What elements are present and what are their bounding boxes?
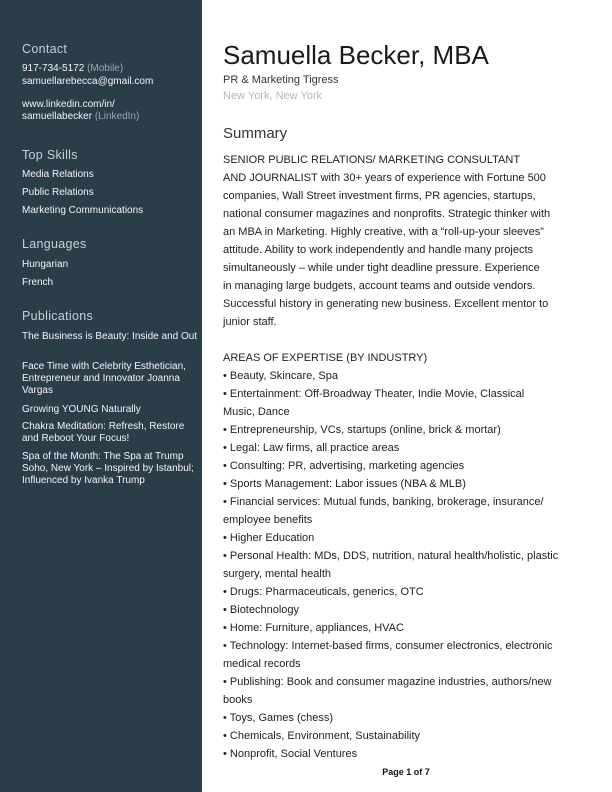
summary-line: companies, Wall Street investment firms, PR agencies, startups, [223, 190, 536, 202]
linkedin-link[interactable] [22, 99, 198, 123]
expertise-line: • Biotechnology [223, 604, 300, 616]
expertise-line: employee benefits [223, 514, 313, 526]
profile-name: Samuella Becker, MBA [223, 40, 489, 70]
expertise-line: • Financial services: Mutual funds, banking, brokerage, insurance/ [223, 496, 544, 508]
language-item: Hungarian [22, 259, 69, 270]
profile-location: New York, New York [223, 90, 323, 102]
profile-tagline: PR & Marketing Tigress [223, 74, 339, 86]
expertise-line: • Home: Furniture, appliances, HVAC [223, 622, 404, 634]
skill-item: Marketing Communications [22, 205, 144, 216]
skill-item: Media Relations [22, 169, 94, 180]
expertise-line: • Beauty, Skincare, Spa [223, 370, 338, 382]
expertise-line: • Chemicals, Environment, Sustainability [223, 730, 421, 742]
phone-number: 917-734-5172 [22, 63, 85, 74]
summary-line: SENIOR PUBLIC RELATIONS/ MARKETING CONSULTANT [223, 154, 521, 166]
expertise-line: • Higher Education [223, 532, 315, 544]
expertise-line: • Consulting: PR, advertising, marketing agencies [223, 460, 465, 472]
expertise-line: • Nonprofit, Social Ventures [223, 748, 358, 760]
sidebar [0, 0, 202, 792]
expertise-line: books [223, 694, 253, 706]
expertise-heading: AREAS OF EXPERTISE (BY INDUSTRY) [223, 352, 428, 364]
expertise-line: • Legal: Law firms, all practice areas [223, 442, 400, 454]
expertise-list [223, 349, 558, 763]
email-link[interactable]: samuellarebecca@gmail.com [22, 76, 154, 87]
summary-line: national consumer magazines and nonprofits. Strategic thinker with [223, 208, 551, 220]
summary-heading: Summary [223, 125, 288, 142]
expertise-line: • Drugs: Pharmaceuticals, generics, OTC [223, 586, 424, 598]
expertise-line: medical records [223, 658, 301, 670]
summary-text [223, 151, 550, 331]
summary-line: simultaneously – while under tight deadline pressure. Experience [223, 262, 540, 274]
summary-line: junior staff. [223, 316, 277, 328]
publications-heading: Publications [22, 309, 94, 323]
expertise-line: • Personal Health: MDs, DDS, nutrition, natural health/holistic, plastic [223, 550, 559, 562]
page-number: Page 1 of 7 [382, 767, 430, 777]
expertise-line: • Technology: Internet-based firms, consumer electronics, electronic [223, 640, 553, 652]
page-footer [0, 767, 612, 777]
languages-heading: Languages [22, 237, 87, 251]
expertise-line: Music, Dance [223, 406, 290, 418]
phone [22, 63, 198, 75]
summary-line: in managing large budgets, account teams and outside vendors. [223, 280, 536, 292]
skills-heading: Top Skills [22, 148, 78, 162]
linkedin-url-1[interactable]: www.linkedin.com/in/ [22, 99, 115, 110]
expertise-line: • Entertainment: Off-Broadway Theater, Indie Movie, Classical [223, 388, 525, 400]
expertise-line: surgery, mental health [223, 568, 332, 580]
summary-line: an MBA in Marketing. Highly creative, with a “roll-up-your sleeves” [223, 226, 544, 238]
skill-item: Public Relations [22, 187, 94, 198]
contact-heading: Contact [22, 42, 68, 56]
expertise-line: • Entrepreneurship, VCs, startups (online, brick & mortar) [223, 424, 501, 436]
publication-item: Spa of the Month: The Spa at Trump Soho, New York – Inspired by Istanbul; Influenced by Ivanka Trump [22, 451, 194, 486]
summary-line: AND JOURNALIST with 30+ years of experience with Fortune 500 [223, 172, 546, 184]
language-item: French [22, 277, 54, 288]
publication-item: The Business is Beauty: Inside and Out [22, 331, 198, 342]
expertise-line: • Publishing: Book and consumer magazine industries, authors/new [223, 676, 552, 688]
expertise-line: • Sports Management: Labor issues (NBA & MLB) [223, 478, 466, 490]
phone-label: (Mobile) [87, 63, 124, 74]
summary-line: Successful history in generating new business. Excellent mentor to [223, 298, 549, 310]
summary-line: attitude. Ability to work independently and handle many projects [223, 244, 534, 256]
linkedin-label: (LinkedIn) [94, 111, 140, 122]
linkedin-url-2[interactable]: samuellabecker [22, 111, 93, 122]
publication-item: Chakra Meditation: Refresh, Restore and Reboot Your Focus! [22, 421, 185, 444]
publication-item: Face Time with Celebrity Esthetician, Entrepreneur and Innovator Joanna Vargas [22, 361, 186, 396]
publication-item: Growing YOUNG Naturally [22, 404, 141, 415]
expertise-line: • Toys, Games (chess) [223, 712, 334, 724]
